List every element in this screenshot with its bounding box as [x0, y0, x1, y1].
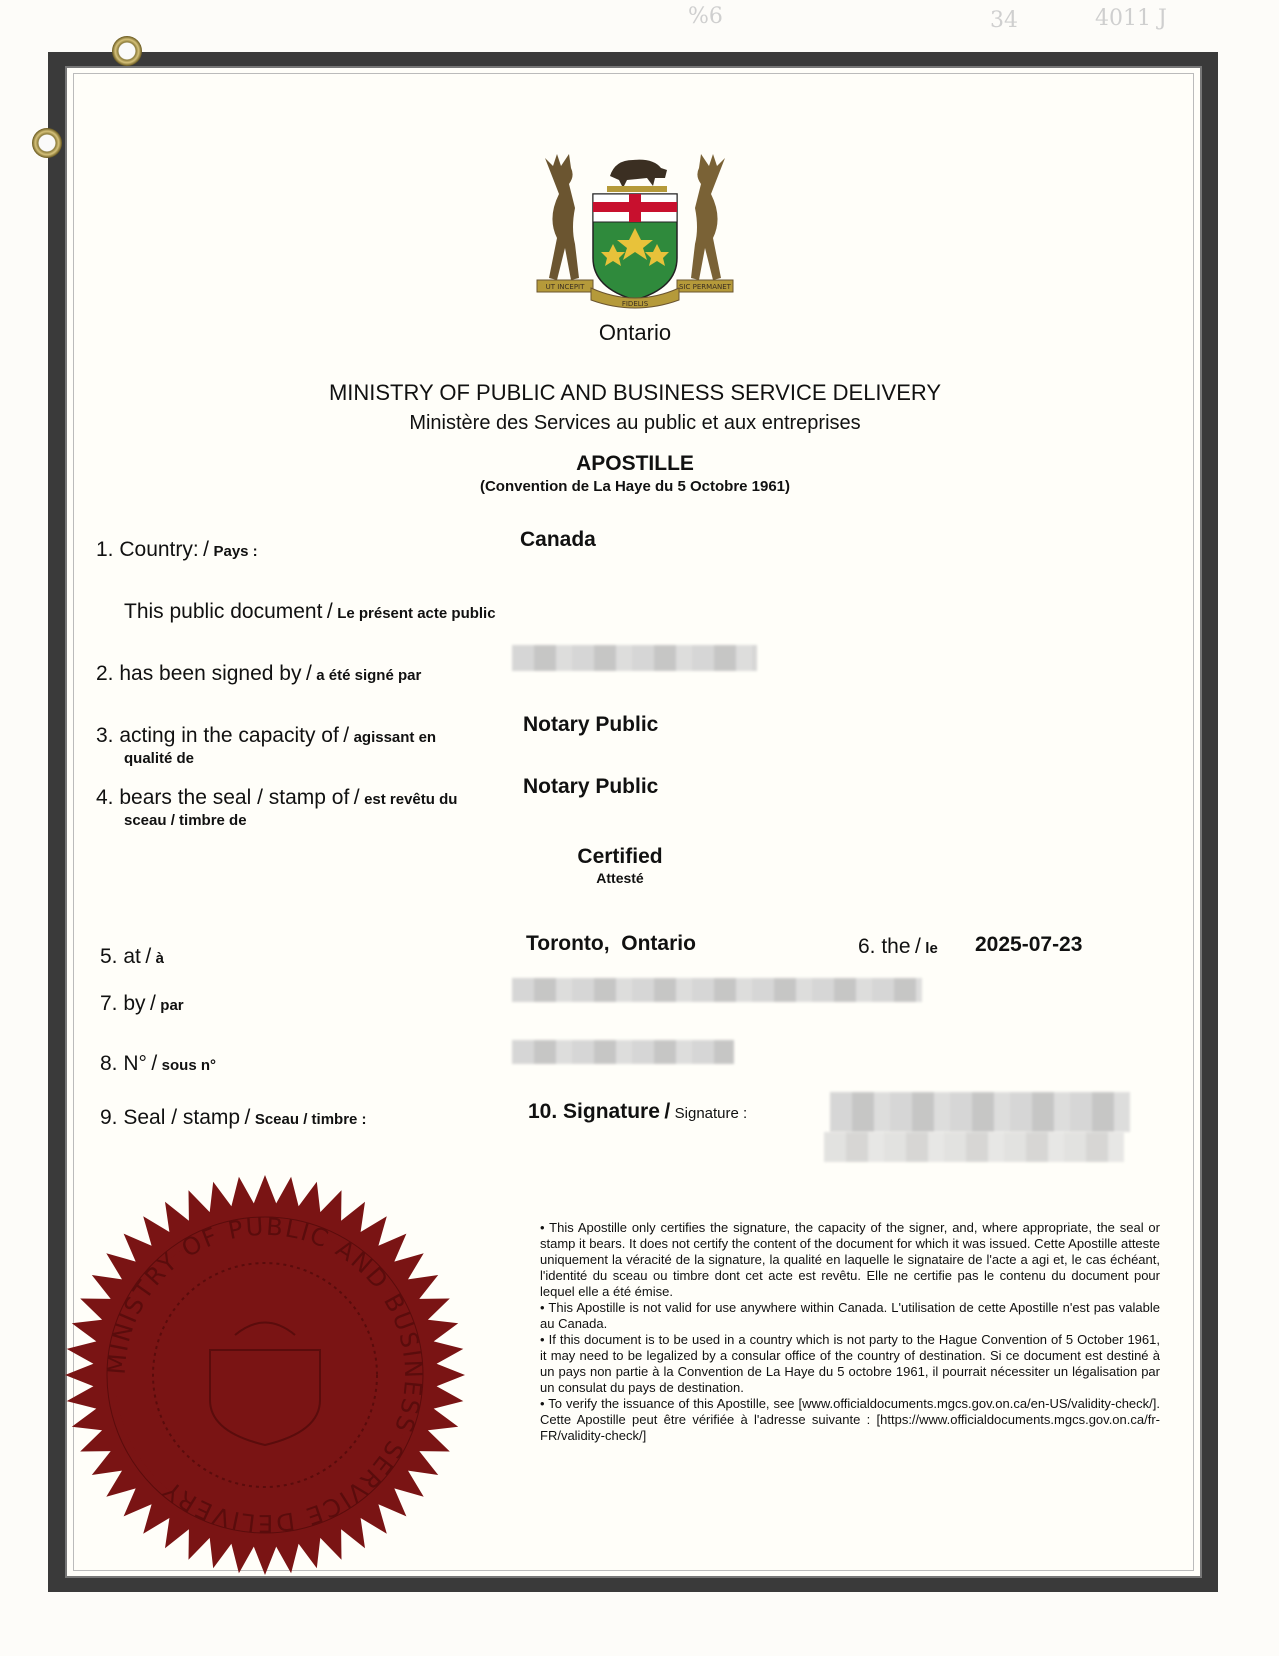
country-label: 1. Country: / Pays :: [96, 538, 258, 561]
apostille-notes: [540, 1220, 1160, 1444]
ministry-title-fr: Ministère des Services au public et aux entreprises: [409, 412, 861, 434]
signed-by-label: 2. has been signed by / a été signé par: [96, 662, 422, 685]
number-label: 8. N° / sous n°: [100, 1052, 217, 1075]
note-item: • If this document is to be used in a country which is not party to the Hague Convention of 5 October 1961, it may need to be legalized by a consular office of the country of destination. Si ce document est destiné à un pays non partie à la Convention de La Haye du 5 octobre 1961, il pourrait nécessiter un légalisation par un consulat du pays de destination.: [540, 1332, 1160, 1395]
seal-label: 9. Seal / stamp / Sceau / timbre :: [100, 1106, 367, 1129]
ontario-coat-of-arms-icon: [535, 148, 735, 323]
intro-label: This public document / Le présent acte public: [124, 600, 496, 623]
date-value: 2025-07-23: [975, 933, 1083, 956]
pencil-mark: 4011 J: [1095, 6, 1167, 31]
at-value: Toronto, Ontario: [526, 932, 696, 955]
note-item: • This Apostille is not valid for use anywhere within Canada. L'utilisation de cette Apostille n'est pas valable au Canada.: [540, 1300, 1160, 1331]
seal-of-label: 4. bears the seal / stamp of / est revêtu du: [96, 786, 458, 809]
svg-text:FIDELIS: FIDELIS: [621, 300, 649, 308]
signature-label: 10. Signature / Signature :: [528, 1100, 748, 1123]
redacted-signer-name: [512, 645, 757, 671]
redacted-official-name: [512, 978, 922, 1002]
red-ministry-seal-icon: [60, 1170, 470, 1580]
certified-label: Certified: [577, 845, 663, 868]
capacity-label: 3. acting in the capacity of / agissant en: [96, 724, 437, 747]
certified-label-fr: Attesté: [596, 870, 644, 886]
page-title: APOSTILLE: [576, 452, 694, 475]
date-label: 6. the / le: [858, 935, 938, 958]
pencil-mark: %6: [688, 4, 723, 29]
redacted-signature: [824, 1132, 1124, 1162]
note-item: • To verify the issuance of this Apostille, see [www.officialdocuments.mgcs.gov.on.ca/en-US/validity-check/]. Cette Apostille peut être vérifiée à l'adresse suivante : [https://www.officialdocuments.mgcs.gov.on.ca/fr-FR/validity-check/]: [540, 1396, 1160, 1443]
at-label: 5. at / à: [100, 945, 164, 968]
capacity-value: Notary Public: [523, 713, 659, 736]
note-item: • This Apostille only certifies the signature, the capacity of the signer, and, where appropriate, the seal or stamp it bears. It does not certify the content of the document for which it was issued. Cette Apostille atteste uniquement la véracité de la signature, la qualité en laquelle le signataire de l'acte a agi et, le cas échéant, l'identité du sceau ou timbre dont cet acte est revêtu. Elle ne certifie pas le contenu du document pour lequel elle a été émise.: [540, 1220, 1160, 1299]
redacted-number: [512, 1040, 734, 1064]
grommet-icon: [32, 128, 62, 158]
seal-of-label-fr2: sceau / timbre de: [124, 812, 247, 829]
by-label: 7. by / par: [100, 992, 184, 1015]
page-subtitle: (Convention de La Haye du 5 Octobre 1961): [479, 478, 791, 495]
svg-text:MINISTRY OF PUBLIC AND BUSINES: MINISTRY OF PUBLIC AND BUSINESS SERVICE DELIVERY: [102, 1212, 428, 1538]
svg-text:SIC PERMANET: SIC PERMANET: [679, 283, 731, 291]
svg-text:UT INCEPIT: UT INCEPIT: [545, 283, 585, 291]
redacted-signature: [830, 1092, 1130, 1132]
emblem-name: Ontario: [598, 320, 672, 345]
seal-of-value: Notary Public: [523, 775, 659, 798]
country-value: Canada: [520, 528, 596, 551]
grommet-icon: [112, 36, 142, 66]
pencil-mark: 34: [990, 8, 1018, 33]
ministry-title-en: MINISTRY OF PUBLIC AND BUSINESS SERVICE DELIVERY: [328, 380, 942, 405]
capacity-label-fr2: qualité de: [124, 750, 195, 767]
